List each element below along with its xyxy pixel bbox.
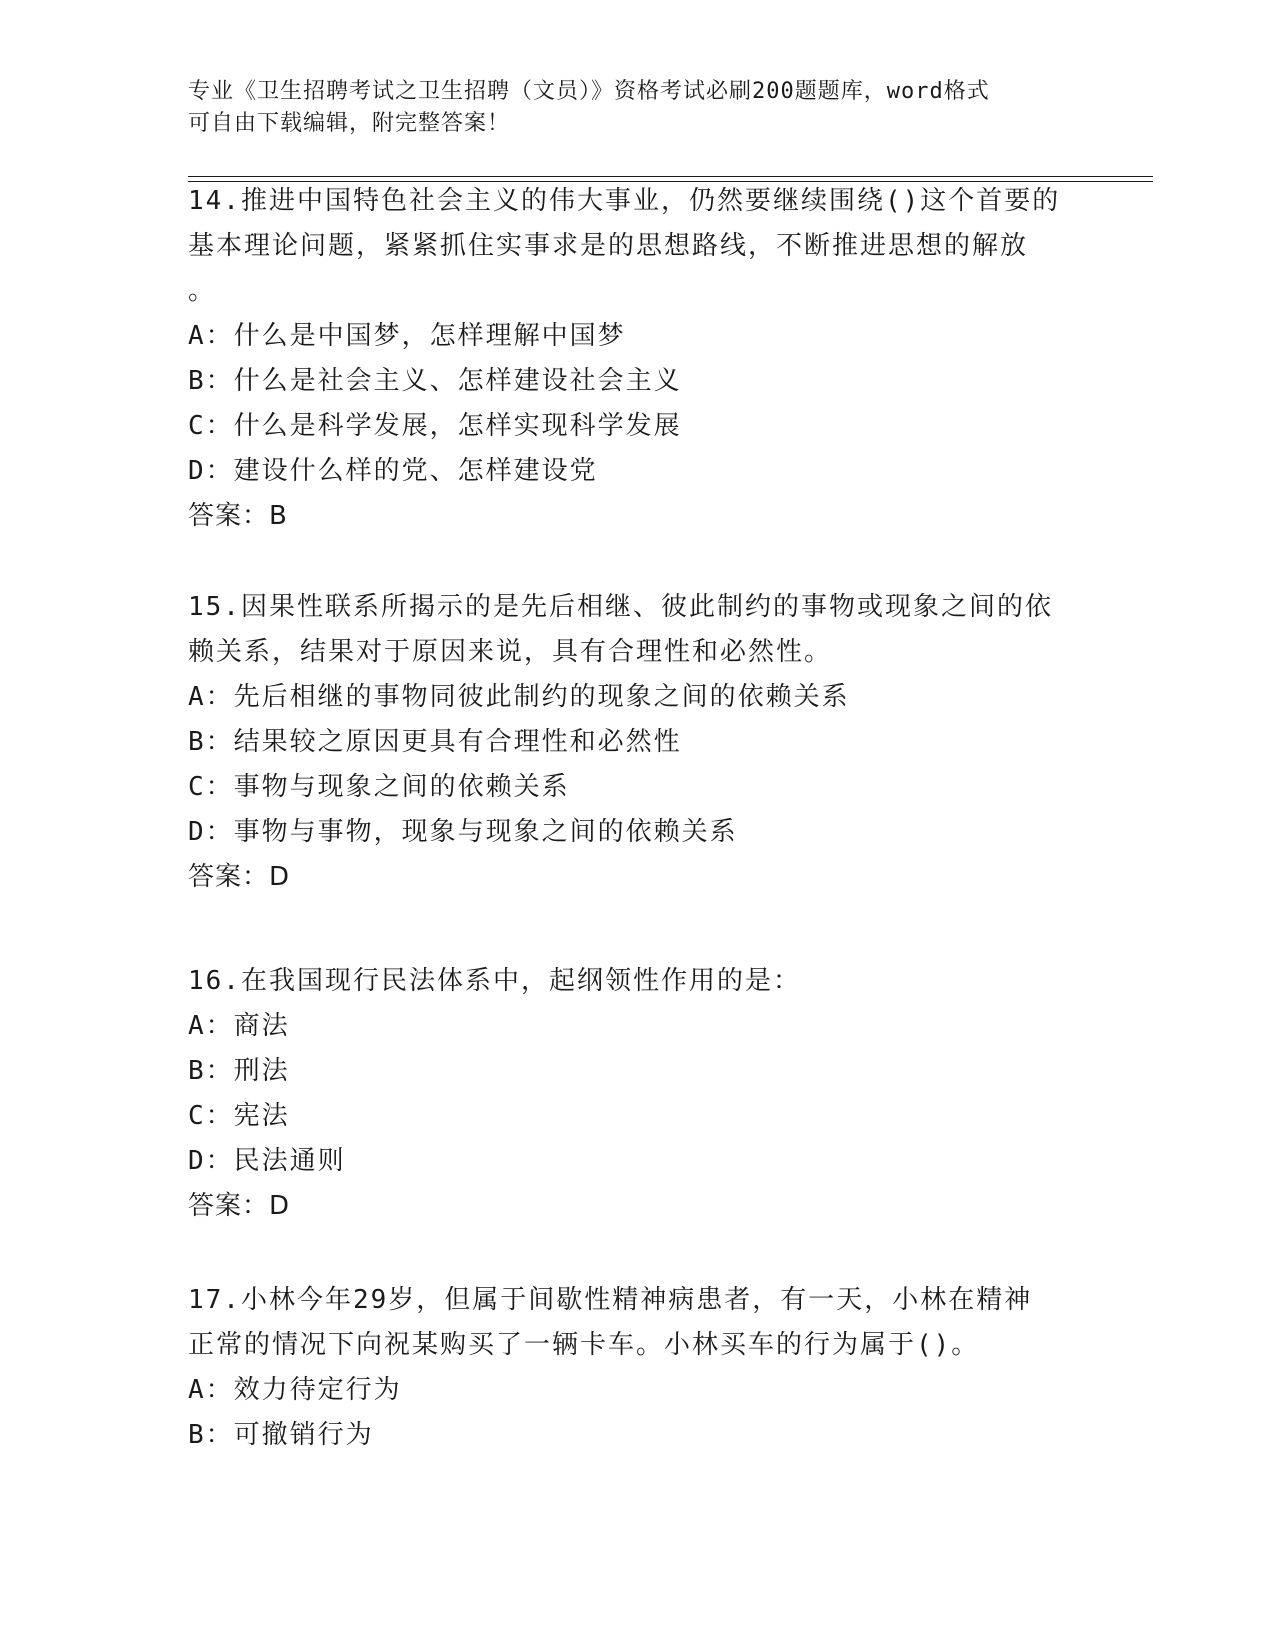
question-14	[188, 179, 1088, 539]
question-text-line: 16.在我国现行民法体系中，起纲领性作用的是：	[188, 966, 801, 996]
option-d: D：事物与事物，现象与现象之间的依赖关系	[188, 817, 738, 847]
question-text-line: 赖关系，结果对于原因来说，具有合理性和必然性。	[188, 637, 833, 667]
header-line-2: 可自由下载编辑，附完整答案！	[188, 111, 511, 136]
question-text-line: 15.因果性联系所揭示的是先后相继、彼此制约的事物或现象之间的依	[188, 592, 1053, 622]
question-text-line: 17.小林今年29岁，但属于间歇性精神病患者，有一天，小林在精神	[188, 1285, 1033, 1315]
question-15	[188, 585, 1088, 900]
question-text-line: 基本理论问题，紧紧抓住实事求是的思想路线，不断推进思想的解放	[188, 231, 1029, 261]
document-header	[188, 76, 1088, 140]
header-divider-top	[188, 176, 1153, 177]
option-c: C：宪法	[188, 1101, 290, 1131]
question-text-line: 。	[188, 276, 217, 306]
option-a: A：什么是中国梦，怎样理解中国梦	[188, 321, 626, 351]
option-d: D：民法通则	[188, 1146, 346, 1176]
option-b: B：可撤销行为	[188, 1420, 374, 1450]
answer-line: 答案：D	[188, 1191, 291, 1221]
option-a: A：商法	[188, 1011, 290, 1041]
option-b: B：刑法	[188, 1056, 290, 1086]
answer-line: 答案：B	[188, 501, 288, 531]
question-text-line: 正常的情况下向祝某购买了一辆卡车。小林买车的行为属于()。	[188, 1330, 980, 1360]
question-16	[188, 959, 1088, 1229]
option-b: B：结果较之原因更具有合理性和必然性	[188, 727, 682, 757]
question-text-line: 14.推进中国特色社会主义的伟大事业，仍然要继续围绕()这个首要的	[188, 186, 1061, 216]
option-c: C：什么是科学发展，怎样实现科学发展	[188, 411, 682, 441]
answer-line: 答案：D	[188, 862, 291, 892]
option-c: C：事物与现象之间的依赖关系	[188, 772, 570, 802]
option-a: A：效力待定行为	[188, 1375, 402, 1405]
option-d: D：建设什么样的党、怎样建设党	[188, 456, 598, 486]
option-b: B：什么是社会主义、怎样建设社会主义	[188, 366, 682, 396]
header-line-1: 专业《卫生招聘考试之卫生招聘（文员）》资格考试必刷200题题库，word格式	[188, 79, 990, 104]
question-17	[188, 1278, 1088, 1458]
option-a: A：先后相继的事物同彼此制约的现象之间的依赖关系	[188, 682, 850, 712]
